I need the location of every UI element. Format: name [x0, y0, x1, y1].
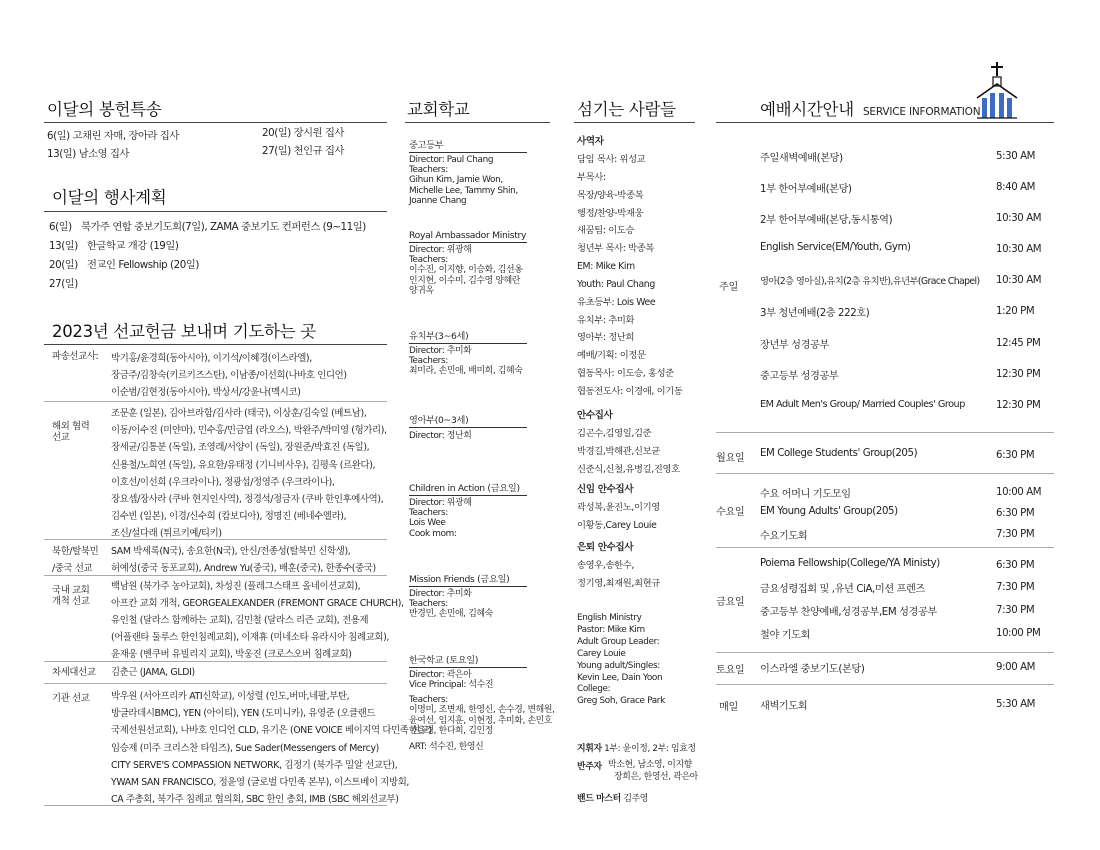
mission-line: 조문훈 (일본), 김아브라함/김사라 (태국), 이상훈/김숙일 (베트남), [111, 408, 367, 419]
mission-lines [111, 543, 376, 577]
servant-line: 예배/기획: 이정문 [577, 350, 646, 362]
day-label: 금요일 [716, 597, 745, 608]
school-line: Director: 정난희 [409, 431, 472, 441]
servant-line: 영아부: 정난희 [577, 332, 635, 344]
event-row [49, 256, 199, 275]
group-title: 은퇴 안수집사 [577, 542, 634, 554]
mission-line: 박기홍/윤경희(동아시아), 이기석/이혜경(이스라엘), [111, 353, 312, 364]
mission-line: 이호선/이선희 (우크라이나), 정광섭/정영주 (우크라이나), [111, 476, 335, 488]
school-line: Cook mom: [409, 528, 457, 539]
servant-line: EM: Mike Kim [577, 261, 635, 273]
mission-line: YWAM SAN FRANCISCO, 정윤영 (글로벌 다민족 본부), 이스트베이 지방회, [111, 777, 410, 789]
service-name: 수요기도회 [760, 531, 808, 542]
mission-line: 이순범/김현정(동아시아), 박상서/강윤나(멕시코) [111, 387, 301, 398]
service-time: 7:30 PM [996, 582, 1035, 593]
service-name: 중고등부 성경공부 [760, 371, 839, 382]
school-line: Teachers: [409, 694, 448, 705]
service-time: 7:30 PM [996, 529, 1035, 540]
servant-line: 김곤수,김영일,김준 [577, 427, 652, 439]
band-label: 밴드 마스터 [577, 794, 621, 804]
group-title: 사역자 [577, 136, 604, 147]
mission-line: CA 주총회, 북가주 침례교 협의회, SBC 한인 총회, IMB (SBC 해외선교부) [111, 794, 399, 806]
offering-item: 6(일) 고채린 자매, 장아라 집사 [47, 130, 179, 142]
service-time: 5:30 AM [996, 699, 1036, 710]
service-name: 수요 어머니 기도모임 [760, 489, 851, 500]
mission-line: 유인철 (달라스 함께하는 교회), 김민철 (달라스 리즌 교회), 전용제 [111, 615, 369, 626]
school-line: Teachers: [409, 599, 448, 610]
school-section-name: Royal Ambassador Ministry [409, 230, 527, 241]
service-time: 10:00 AM [996, 487, 1042, 498]
servant-line: 행정/찬양-박재웅 [577, 207, 644, 219]
servants-rule [574, 122, 695, 123]
mission-lines [111, 688, 432, 808]
missions-rule [44, 344, 387, 345]
service-name: 중고등부 찬양예배,성경공부,EM 성경공부 [760, 607, 937, 618]
english-line: College: [577, 684, 611, 695]
mission-label: 차세대선교 [52, 667, 96, 678]
day-label: 토요일 [716, 665, 745, 676]
event-date: 27(일) [49, 278, 78, 290]
service-name: 새벽기도회 [760, 701, 808, 712]
servant-line: 송영우,송한수, [577, 560, 634, 572]
servant-line: 목장/양육-박종복 [577, 189, 644, 201]
band-master [577, 791, 648, 804]
service-title-en: SERVICE INFORMATION [862, 106, 981, 118]
service-time: 8:40 AM [996, 182, 1036, 193]
band-value: 김주영 [623, 794, 649, 804]
school-line: 반경민, 손민애, 김혜숙 [409, 609, 493, 620]
offering-title: 이달의 봉헌특송 [47, 100, 162, 119]
service-time: 7:30 PM [996, 605, 1035, 616]
school-line: Teachers: [409, 508, 448, 519]
school-line: 최미라, 손민애, 배미희, 김혜숙 [409, 366, 523, 377]
event-row [49, 237, 179, 256]
school-section-name: Mission Friends (금요일) [409, 571, 527, 587]
servant-line: 협동전도사: 이경애, 이기동 [577, 385, 683, 397]
service-title-ko: 예배시간안내 [760, 100, 854, 119]
school-line: Teachers: [409, 165, 448, 176]
service-rule [716, 122, 1054, 123]
school-section [409, 328, 527, 377]
day-label: 수요일 [716, 507, 745, 518]
school-section-name: 영아부(0~3세) [409, 412, 527, 428]
mission-row [44, 401, 387, 539]
group-divider [716, 432, 1054, 433]
servant-line: 박경길,박해관,신보균 [577, 445, 660, 457]
service-name: English Service(EM/Youth, Gym) [760, 242, 911, 253]
servant-line: 새꿈팀: 이도승 [577, 225, 635, 237]
mission-line: 이동/이수진 (미얀마), 민수홍/민금엽 (라오스), 박완주/박미영 (헝가리), [111, 425, 387, 437]
english-line: Adult Group Leader: [577, 636, 660, 647]
english-line: English Ministry [577, 613, 642, 623]
school-line: Director: 추미화 [409, 346, 472, 356]
mission-line: 김춘근 (JAMA, GLDI) [111, 667, 195, 678]
mission-label: 국내 교회 개척 선교 [52, 585, 90, 607]
group-title: 신임 안수집사 [577, 484, 634, 496]
school-line: ART: 석수진, 한영신 [409, 742, 484, 753]
event-row [49, 218, 366, 237]
service-time: 12:30 PM [996, 369, 1041, 380]
service-time: 10:30 AM [996, 213, 1042, 224]
service-name: 주일새벽예배(본당) [760, 153, 843, 164]
mission-line: 조신/설다래 (튀르키예/티키) [111, 528, 222, 540]
school-title: 교회학교 [407, 100, 470, 119]
event-date: 6(일) [49, 221, 72, 233]
servant-line: 유치부: 추미화 [577, 314, 635, 326]
service-time: 6:30 PM [996, 508, 1035, 519]
school-section-name: 유치부(3~6세) [409, 328, 527, 344]
mission-row [44, 575, 404, 661]
school-line: Vice Principal: 석수진 [409, 680, 494, 691]
service-time: 12:45 PM [996, 338, 1041, 349]
school-line: Director: 위광해 [409, 245, 472, 255]
school-section [409, 652, 555, 753]
servant-line: 신준식,신철,유병길,진영호 [577, 463, 680, 475]
event-date: 13(일) [49, 240, 78, 252]
service-time: 5:30 AM [996, 151, 1036, 162]
event-text: 북가주 연합 중보기도회(7일), ZAMA 중보기도 컨퍼런스 (9~11일) [81, 221, 366, 233]
service-name: 2부 한어부예배(본당,동시통역) [760, 215, 893, 226]
mission-line: CITY SERVE'S COMPASSION NETWORK, 김정기 (북가주 밀알 선교단), [111, 759, 398, 771]
school-section [409, 137, 527, 206]
servant-line: 곽성복,윤진노,이기영 [577, 502, 660, 514]
school-line: 윤여선, 임지훈, 이현정, 추미화, 손민호 [409, 715, 553, 726]
service-time: 9:00 AM [996, 662, 1036, 673]
service-time: 12:30 PM [996, 400, 1041, 411]
group-divider [716, 547, 1054, 548]
mission-row [44, 346, 387, 401]
school-section-name: 중고등부 [409, 137, 527, 153]
servant-line: 담임 목사: 위성교 [577, 154, 646, 165]
mission-row [44, 661, 387, 683]
row-divider [44, 805, 387, 806]
service-time: 6:30 PM [996, 450, 1035, 461]
mission-label: 기관 선교 [52, 693, 90, 704]
school-line: Director: 추미화 [409, 589, 472, 599]
servant-line: 협동목사: 이도승, 홍성준 [577, 368, 674, 380]
servant-line: 정기영,최재원,최현규 [577, 577, 660, 589]
offering-item: 27(일) 천인규 집사 [262, 145, 344, 157]
offering-item: 13(일) 남소영 집사 [47, 148, 129, 160]
service-name: 금요성령집회 및 ,유년 CiA,미션 프렌즈 [760, 584, 925, 595]
church-icon [973, 60, 1023, 120]
mission-line: 허예성(중국 동포교회), Andrew Yu(중국), 배훈(중국), 한종수(중국) [111, 563, 376, 574]
service-title [760, 96, 980, 120]
school-section [409, 480, 527, 539]
school-section-name: Children in Action (금요일) [409, 480, 527, 496]
accompanist-line: 장희은, 한영선, 곽은아 [614, 772, 698, 782]
school-line: 이수진, 이지향, 이승화, 김선옹 [409, 265, 523, 276]
school-line: 인지현, 이수미, 김수영 양혜란 [409, 275, 521, 286]
conductor [577, 741, 696, 754]
servants-list [577, 133, 683, 593]
school-section [409, 412, 527, 441]
school-line: Gihun Kim, Jamie Won, [409, 175, 503, 186]
school-line: Director: 곽은아 [409, 670, 472, 680]
mission-lines [111, 405, 387, 543]
mission-line: 임승제 (미주 크리스찬 타임즈), Sue Sader(Messengers of Mercy) [111, 742, 379, 754]
event-text: 전교인 Fellowship (20일) [87, 259, 199, 271]
accompanist-values [608, 759, 698, 783]
school-line: 양귀옥 [409, 285, 434, 296]
school-line: Lois Wee [409, 518, 446, 529]
event-date: 20(일) [49, 259, 78, 271]
school-line: Joanne Chang [409, 195, 467, 206]
mission-line: 윤재웅 (벤쿠버 유빌리지 교회), 박웅진 (크로스오버 침례교회) [111, 649, 352, 660]
mission-line: (어플랜타 둘루스 한인침례교회), 이재휴 (미네소타 유라시아 침례교회), [111, 632, 390, 643]
mission-line: 백남원 (북가주 농아교회), 차성진 (플레그스태프 올네이션교회), [111, 581, 361, 592]
english-line: Greg Soh, Grace Park [577, 696, 665, 707]
day-label: 주일 [719, 282, 738, 293]
service-name: Poiema Fellowship(College/YA Ministy) [760, 558, 940, 569]
events-title: 이달의 행사계획 [52, 188, 167, 207]
mission-label: 파송선교사: [52, 351, 99, 362]
day-label: 매일 [719, 702, 738, 713]
missions-title: 2023년 선교헌금 보내며 기도하는 곳 [52, 322, 316, 341]
servant-line: 유초등부: Lois Wee [577, 296, 656, 308]
school-line: Director: 위광혜 [409, 498, 472, 508]
offering-item: 20(일) 장시원 집사 [262, 127, 344, 139]
mission-row [44, 539, 387, 575]
school-line: 이명미, 조변재, 한영신, 손수경, 변해원, [409, 705, 555, 716]
service-name: EM Adult Men's Group/ Married Couples' Group [760, 399, 965, 410]
mission-line: 아프칸 교회 개척, GEORGEALEXANDER (FREMONT GRACE CHURCH), [111, 598, 404, 609]
school-line: Teachers: [409, 356, 448, 367]
mission-line: 장금주/김창숙(키르키즈스탄), 이남종/이선희(나바호 인디언) [111, 370, 347, 381]
school-line: 한은경, 한다희, 김인정 [409, 726, 493, 737]
english-ministry [577, 613, 665, 708]
service-name: 3부 청년예배(2층 222호) [760, 308, 870, 319]
service-time: 10:30 AM [996, 244, 1042, 255]
school-line: Teachers: [409, 255, 448, 266]
accompanist-line: 박소현, 남소영, 이지향 [608, 760, 692, 770]
mission-lines [111, 578, 404, 663]
english-line: Pastor: Mike Kim [577, 624, 645, 635]
service-name: 이스라엘 중보기도(본당) [760, 664, 865, 675]
event-row [49, 275, 78, 294]
service-name: 영아(2층 영아실),유치(2층 유치반),유년부(Grace Chapel) [760, 276, 980, 287]
mission-line: 신용철/노희연 (독일), 유요한/유태정 (기니비사우), 김평욱 (르완다), [111, 459, 376, 471]
group-title: 안수집사 [577, 409, 613, 421]
mission-line: 장요셉/장사라 (쿠바 현지인사역), 정경석/정금자 (쿠바 한인후예사역), [111, 494, 384, 506]
service-name: 1부 한어부예배(본당) [760, 184, 852, 195]
service-name: 철야 기도회 [760, 630, 811, 641]
mission-label: 북한/탈북민 /중국 선교 [52, 546, 99, 574]
service-time: 10:00 PM [996, 628, 1041, 639]
offering-rule [44, 122, 387, 123]
service-time: 1:20 PM [996, 306, 1035, 317]
conductor-label: 지휘자 [577, 744, 602, 754]
school-line: Michelle Lee, Tammy Shin, [409, 185, 518, 196]
school-section [409, 571, 527, 620]
school-section-name: 한국학교 (토요일) [409, 652, 527, 668]
events-rule [44, 211, 387, 212]
english-line: Young adult/Singles: [577, 660, 660, 671]
servant-line: 부목사: [577, 171, 606, 183]
service-time: 6:30 PM [996, 560, 1035, 571]
school-section [409, 230, 527, 296]
accompanist [577, 759, 602, 772]
group-divider [716, 652, 1054, 653]
service-name: EM College Students' Group(205) [760, 448, 918, 459]
school-rule [405, 122, 550, 123]
service-name: EM Young Adults' Group(205) [760, 506, 898, 517]
mission-line: SAM 박세록(N국), 송요한(N국), 안신/전종성(탈북민 신학생), [111, 546, 351, 557]
day-label: 월요일 [716, 453, 745, 464]
school-line: Director: Paul Chang [409, 155, 494, 165]
service-name: 장년부 성경공부 [760, 340, 829, 351]
mission-line: 국제선원선교회), 나바호 인디언 CLD, 유기은 (ONE VOICE 베이지역 다민족 선교) [111, 725, 432, 737]
mission-label: 해외 협력 선교 [52, 421, 90, 443]
mission-line: 김수빈 (일본), 이경/신수희 (캄보디아), 정명진 (베네수엘라), [111, 511, 347, 523]
conductor-value: 1부: 윤이정, 2부: 임효정 [604, 744, 696, 754]
servant-line: Youth: Paul Chang [577, 278, 655, 290]
servant-line: 이황동,Carey Louie [577, 520, 657, 532]
group-divider [716, 473, 1054, 474]
mission-line: 박우원 (서아프리카 ATI신학교), 이성렬 (인도,버마,네팔,부탄, [111, 691, 350, 702]
servant-line: 청년부 목사: 박종복 [577, 243, 655, 255]
events-list [49, 218, 366, 294]
service-time: 10:30 AM [996, 275, 1042, 286]
mission-line: 방글라데시BMC), YEN (아이티), YEN (도미니카), 유영준 (오클랜드 [111, 708, 376, 720]
english-line: Carey Louie [577, 648, 626, 659]
mission-line: 장세균/김통분 (독일), 조영래/서양이 (독일), 장원준/박효진 (독일), [111, 442, 370, 454]
group-divider [716, 684, 1054, 685]
event-text: 한글학교 개강 (19일) [87, 240, 179, 252]
accompanist-label: 반주자 [577, 762, 602, 772]
servants-title: 섬기는 사람들 [577, 100, 676, 119]
mission-lines [111, 350, 347, 401]
english-line: Kevin Lee, Dain Yoon [577, 672, 663, 683]
